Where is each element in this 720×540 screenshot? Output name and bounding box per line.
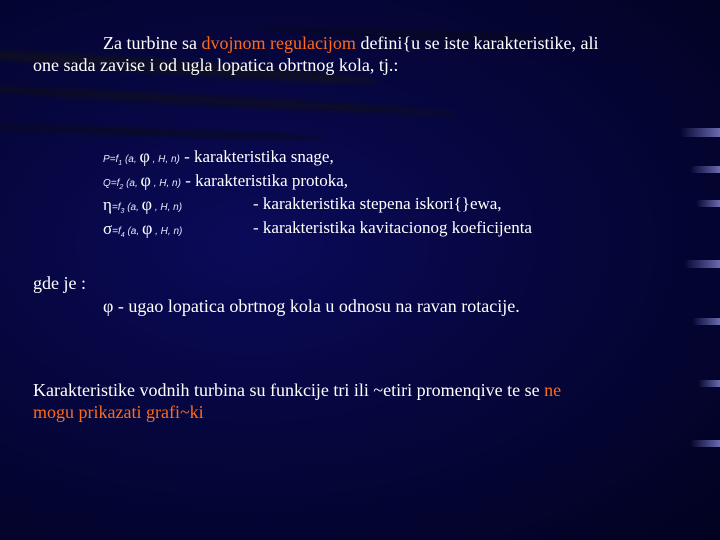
formula-lhs: =f: [111, 202, 121, 213]
highlight-text: ne: [544, 380, 562, 400]
intro-line-1: [103, 32, 599, 54]
intro-text: defini{u se iste karakteristike, ali: [355, 33, 599, 53]
formula-lhs: P=f: [103, 154, 119, 165]
formula-args: , H, n): [152, 202, 183, 213]
formula-args: (a,: [123, 178, 141, 189]
phi-symbol: φ: [139, 146, 150, 166]
formula-description: - karakteristika snage,: [179, 147, 334, 166]
formula-cavitation: [103, 218, 182, 239]
formula-args: , H, n): [150, 178, 181, 189]
formula-subscript: 1: [118, 160, 123, 167]
phi-symbol: φ: [140, 170, 151, 190]
formula-description: - karakteristika kavitacionog koeficijenta: [253, 218, 532, 237]
formula-lhs: =f: [112, 226, 121, 237]
formula-args: (a,: [124, 226, 142, 237]
formula-flow: [103, 170, 348, 191]
edge-bar: [696, 200, 720, 207]
edge-bar: [690, 166, 720, 173]
formula-args: , H, n): [152, 226, 183, 237]
formula-args: (a,: [124, 202, 142, 213]
phi-definition: [103, 295, 520, 317]
conclusion-line-2: mogu prikazati grafi~ki: [33, 402, 204, 422]
conclusion-text: Karakteristike vodnih turbina su funkcije tri ili ~etiri promenqive te se: [33, 380, 545, 400]
formula-description: - karakteristika protoka,: [180, 171, 349, 190]
phi-symbol: φ: [103, 296, 114, 316]
formula-subscript: 3: [120, 208, 125, 215]
conclusion-line-1: [33, 379, 561, 401]
edge-bar: [698, 380, 720, 387]
formula-efficiency: [103, 194, 182, 215]
formula-subscript: 4: [120, 232, 125, 239]
background-streak: [0, 122, 330, 143]
sigma-symbol: σ: [103, 219, 113, 238]
phi-definition-text: - ugao lopatica obrtnog kola u odnosu na ravan rotacije.: [113, 296, 520, 316]
background-streak: [0, 81, 460, 118]
eta-symbol: η: [103, 195, 112, 214]
formula-lhs: Q=f: [103, 178, 120, 189]
formula-args: , H, n): [149, 154, 180, 165]
intro-text: Za turbine sa: [103, 33, 202, 53]
highlight-text: dvojnom regulacijom: [201, 33, 356, 53]
formula-description: - karakteristika stepena iskori{}ewa,: [253, 194, 502, 213]
edge-bar: [690, 440, 720, 447]
where-label: gde je :: [33, 273, 86, 293]
phi-symbol: φ: [141, 218, 153, 238]
edge-bar: [692, 318, 720, 325]
formula-args: (a,: [122, 154, 140, 165]
phi-symbol: φ: [141, 194, 153, 214]
formula-power: [103, 146, 334, 167]
formula-subscript: 2: [119, 184, 124, 191]
edge-bar: [680, 128, 720, 137]
edge-bar: [684, 260, 720, 268]
intro-line-2: one sada zavise i od ugla lopatica obrtnog kola, tj.:: [33, 55, 399, 75]
